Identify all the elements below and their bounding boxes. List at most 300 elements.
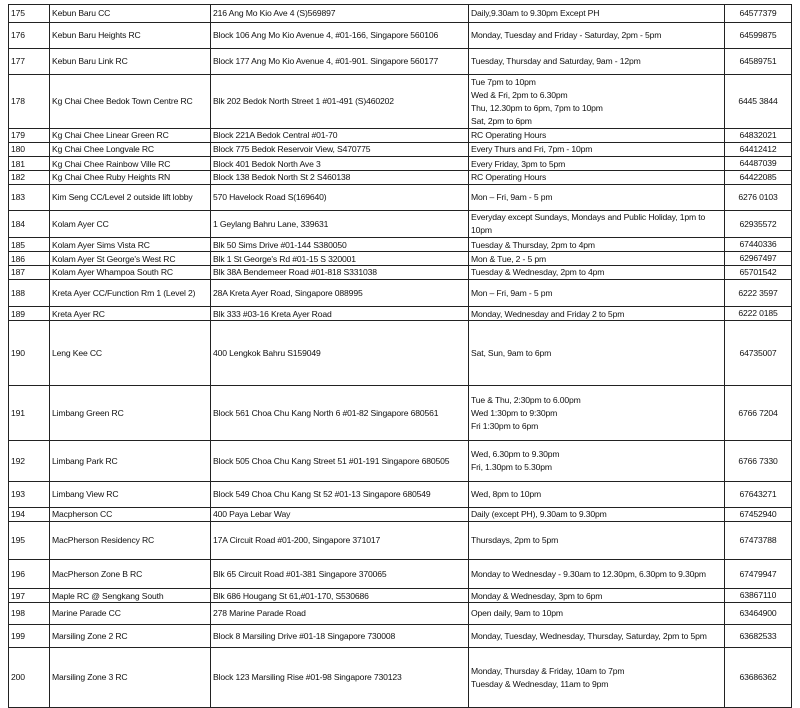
- phone-number: 63464900: [739, 608, 777, 618]
- centre-name: Kg Chai Chee Linear Green RC: [52, 130, 169, 140]
- row-number: 192: [11, 455, 25, 466]
- hours-line: Monday & Wednesday, 3pm to 6pm: [471, 590, 603, 601]
- phone-number: 6276 0103: [738, 192, 778, 202]
- centre-name: Macpherson CC: [52, 509, 113, 519]
- centre-name-cell: [50, 508, 211, 522]
- row-number: 188: [11, 287, 25, 298]
- phone-number: 6222 3597: [738, 287, 778, 298]
- centre-address-cell: [211, 238, 469, 252]
- operating-hours: [471, 488, 722, 501]
- operating-hours-cell: [469, 307, 725, 321]
- centre-name-cell: [50, 280, 211, 307]
- centre-name: Kolam Ayer Sims Vista RC: [52, 239, 150, 250]
- centre-address: 17A Circuit Road #01-200, Singapore 371017: [213, 535, 381, 545]
- operating-hours: [471, 534, 722, 547]
- hours-line: Sat, Sun, 9am to 6pm: [471, 347, 552, 358]
- table-row: [9, 211, 792, 238]
- phone-cell: [725, 143, 792, 157]
- centre-address: Blk 686 Hougang St 61,#01-170, S530686: [213, 590, 369, 601]
- table-row: [9, 603, 792, 625]
- centre-address: Block 549 Choa Chu Kang St 52 #01-13 Singapore 680549: [213, 489, 431, 499]
- row-number: 200: [11, 672, 25, 682]
- row-number-cell: [9, 143, 50, 157]
- operating-hours: [471, 239, 722, 251]
- phone-number: 6766 7330: [738, 455, 778, 466]
- centre-name-cell: [50, 238, 211, 252]
- operating-hours-cell: [469, 75, 725, 129]
- centre-name: Limbang Park RC: [52, 455, 118, 466]
- centre-name-cell: [50, 321, 211, 386]
- operating-hours-cell: [469, 143, 725, 157]
- phone-number: 63867110: [739, 590, 777, 600]
- centre-address-cell: [211, 157, 469, 171]
- centre-address: 1 Geylang Bahru Lane, 339631: [213, 218, 329, 229]
- table-row: [9, 522, 792, 560]
- operating-hours-cell: [469, 171, 725, 185]
- operating-hours: [471, 191, 722, 204]
- centre-name-cell: [50, 386, 211, 441]
- operating-hours-cell: [469, 185, 725, 211]
- operating-hours-cell: [469, 603, 725, 625]
- operating-hours: [471, 448, 722, 474]
- row-number: 177: [11, 56, 25, 66]
- phone-number: 64487039: [739, 158, 777, 168]
- centre-name: Marsiling Zone 2 RC: [52, 630, 128, 641]
- row-number-cell: [9, 129, 50, 143]
- centre-address-cell: [211, 560, 469, 589]
- hours-line: Open daily, 9am to 10pm: [471, 608, 563, 618]
- table-row: [9, 23, 792, 49]
- row-number: 195: [11, 535, 25, 545]
- operating-hours-cell: [469, 280, 725, 307]
- operating-hours-cell: [469, 5, 725, 23]
- operating-hours: [471, 607, 722, 620]
- phone-cell: [725, 157, 792, 171]
- operating-hours: [471, 508, 722, 521]
- phone-number: 67440336: [739, 239, 777, 249]
- phone-cell: [725, 23, 792, 49]
- operating-hours: [471, 76, 722, 128]
- centre-name: Maple RC @ Sengkang South: [52, 590, 164, 601]
- phone-cell: [725, 5, 792, 23]
- table-row: [9, 157, 792, 171]
- centre-address-cell: [211, 508, 469, 522]
- centre-address: Blk 38A Bendemeer Road #01-818 S331038: [213, 267, 377, 277]
- table-row: [9, 280, 792, 307]
- row-number-cell: [9, 23, 50, 49]
- phone-cell: [725, 185, 792, 211]
- operating-hours-cell: [469, 625, 725, 648]
- row-number-cell: [9, 625, 50, 648]
- centre-address: Blk 50 Sims Drive #01-144 S380050: [213, 239, 347, 250]
- operating-hours: [471, 568, 722, 581]
- centre-name: Limbang View RC: [52, 489, 119, 499]
- centre-name: Kebun Baru Link RC: [52, 56, 128, 66]
- phone-number: 64422085: [739, 172, 777, 182]
- operating-hours: [471, 7, 722, 20]
- operating-hours: [471, 665, 722, 691]
- centre-address-cell: [211, 522, 469, 560]
- row-number: 194: [11, 509, 25, 519]
- centre-address: Block 561 Choa Chu Kang North 6 #01-82 Singapore 680561: [213, 407, 439, 418]
- hours-line: Tuesday & Wednesday, 2pm to 4pm: [471, 267, 605, 277]
- operating-hours: [471, 55, 722, 68]
- operating-hours: [471, 590, 722, 602]
- row-number-cell: [9, 280, 50, 307]
- hours-line: Tue 7pm to 10pm: [471, 76, 536, 87]
- row-number-cell: [9, 157, 50, 171]
- row-number: 179: [11, 130, 25, 140]
- community-centres-table: [8, 4, 792, 708]
- centre-name: Kebun Baru Heights RC: [52, 30, 141, 40]
- operating-hours-cell: [469, 23, 725, 49]
- centre-name-cell: [50, 266, 211, 280]
- hours-line: Monday, Wednesday and Friday 2 to 5pm: [471, 308, 625, 319]
- centre-address: Block 221A Bedok Central #01-70: [213, 130, 338, 140]
- row-number-cell: [9, 171, 50, 185]
- phone-cell: [725, 280, 792, 307]
- row-number: 191: [11, 407, 25, 418]
- centre-name-cell: [50, 441, 211, 482]
- table-row: [9, 560, 792, 589]
- row-number-cell: [9, 522, 50, 560]
- centre-address-cell: [211, 75, 469, 129]
- table-row: [9, 307, 792, 321]
- centre-address: Block 505 Choa Chu Kang Street 51 #01-191 Singapore 680505: [213, 455, 450, 466]
- operating-hours: [471, 171, 722, 184]
- centre-name: Kebun Baru CC: [52, 8, 111, 18]
- hours-line: Every Friday, 3pm to 5pm: [471, 158, 566, 169]
- row-number-cell: [9, 321, 50, 386]
- hours-line: Mon – Fri, 9am - 5 pm: [471, 192, 553, 202]
- phone-number: 62967497: [739, 253, 777, 263]
- table-row: [9, 5, 792, 23]
- centre-address: 400 Paya Lebar Way: [213, 509, 291, 519]
- centre-name-cell: [50, 185, 211, 211]
- table-row: [9, 589, 792, 603]
- centre-name-cell: [50, 307, 211, 321]
- row-number: 185: [11, 239, 25, 250]
- operating-hours: [471, 29, 722, 42]
- phone-cell: [725, 386, 792, 441]
- phone-number: 65701542: [739, 267, 777, 277]
- centre-name-cell: [50, 648, 211, 708]
- table-row: [9, 49, 792, 75]
- hours-line: Tue & Thu, 2:30pm to 6.00pm: [471, 394, 581, 405]
- centre-address: Block 106 Ang Mo Kio Avenue 4, #01-166, Singapore 560106: [213, 30, 439, 40]
- centre-address-cell: [211, 171, 469, 185]
- centre-name: Kg Chai Chee Longvale RC: [52, 144, 154, 154]
- hours-line: Wed & Fri, 2pm to 6.30pm: [471, 89, 568, 100]
- operating-hours: [471, 158, 722, 170]
- row-number: 197: [11, 590, 25, 601]
- centre-name-cell: [50, 143, 211, 157]
- operating-hours-cell: [469, 441, 725, 482]
- centre-name: Kg Chai Chee Ruby Heights RN: [52, 172, 171, 182]
- centre-name: Marine Parade CC: [52, 608, 121, 618]
- centre-address-cell: [211, 482, 469, 508]
- phone-cell: [725, 266, 792, 280]
- row-number: 189: [11, 308, 25, 319]
- phone-number: 67452940: [739, 509, 777, 519]
- hours-line: Fri, 1.30pm to 5.30pm: [471, 462, 552, 472]
- operating-hours: [471, 630, 722, 643]
- row-number-cell: [9, 5, 50, 23]
- centre-address-cell: [211, 5, 469, 23]
- centre-address: Blk 1 St George's Rd #01-15 S 320001: [213, 253, 356, 264]
- centre-address: 400 Lengkok Bahru S159049: [213, 347, 321, 358]
- row-number-cell: [9, 482, 50, 508]
- phone-number: 64735007: [739, 347, 777, 358]
- hours-line: Mon – Fri, 9am - 5 pm: [471, 287, 553, 298]
- phone-number: 63686362: [739, 672, 777, 682]
- centre-address: 570 Havelock Road S(169640): [213, 192, 327, 202]
- phone-number: 67479947: [739, 568, 777, 579]
- centre-name-cell: [50, 171, 211, 185]
- hours-line: Thursdays, 2pm to 5pm: [471, 535, 559, 545]
- centre-address-cell: [211, 603, 469, 625]
- operating-hours-cell: [469, 482, 725, 508]
- hours-line: Sat, 2pm to 6pm: [471, 115, 532, 126]
- phone-cell: [725, 560, 792, 589]
- phone-cell: [725, 75, 792, 129]
- phone-cell: [725, 482, 792, 508]
- row-number: 187: [11, 267, 25, 277]
- table-row: [9, 252, 792, 266]
- operating-hours: [471, 308, 722, 320]
- centre-address: Blk 333 #03-16 Kreta Ayer Road: [213, 308, 332, 319]
- phone-cell: [725, 129, 792, 143]
- operating-hours: [471, 347, 722, 360]
- phone-cell: [725, 252, 792, 266]
- hours-line: Tuesday & Thursday, 2pm to 4pm: [471, 239, 595, 250]
- table-row: [9, 441, 792, 482]
- centre-name-cell: [50, 23, 211, 49]
- centre-address: Block 775 Bedok Reservoir View, S470775: [213, 144, 371, 154]
- table-row: [9, 321, 792, 386]
- phone-cell: [725, 625, 792, 648]
- centre-address-cell: [211, 211, 469, 238]
- centre-name: Kg Chai Chee Bedok Town Centre RC: [52, 96, 193, 106]
- hours-line: Monday, Tuesday, Wednesday, Thursday, Saturday, 2pm to 5pm: [471, 630, 707, 641]
- hours-line: Fri 1:30pm to 6pm: [471, 420, 539, 431]
- centre-address-cell: [211, 185, 469, 211]
- centre-address-cell: [211, 625, 469, 648]
- centre-address-cell: [211, 252, 469, 266]
- hours-line: Monday to Wednesday - 9.30am to 12.30pm, 6.30pm to 9.30pm: [471, 568, 706, 579]
- row-number: 186: [11, 253, 25, 264]
- centre-address: Blk 202 Bedok North Street 1 #01-491 (S)460202: [213, 96, 394, 106]
- row-number-cell: [9, 441, 50, 482]
- operating-hours: [471, 143, 722, 156]
- centre-address-cell: [211, 648, 469, 708]
- hours-line: Wed 1:30pm to 9:30pm: [471, 407, 558, 418]
- table-row: [9, 508, 792, 522]
- operating-hours-cell: [469, 157, 725, 171]
- row-number-cell: [9, 75, 50, 129]
- table-row: [9, 143, 792, 157]
- centre-name: Kolam Ayer St George's West RC: [52, 253, 176, 264]
- hours-line: Thu, 12.30pm to 6pm, 7pm to 10pm: [471, 102, 603, 113]
- row-number-cell: [9, 560, 50, 589]
- centre-address: 216 Ang Mo Kio Ave 4 (S)569897: [213, 8, 336, 18]
- centre-name: MacPherson Zone B RC: [52, 568, 143, 579]
- hours-line: Every Thurs and Fri, 7pm - 10pm: [471, 144, 593, 154]
- hours-line: RC Operating Hours: [471, 130, 547, 140]
- row-number-cell: [9, 238, 50, 252]
- phone-cell: [725, 603, 792, 625]
- centre-address-cell: [211, 23, 469, 49]
- hours-line: Tuesday & Wednesday, 11am to 9pm: [471, 678, 609, 689]
- centre-name: Kg Chai Chee Rainbow Ville RC: [52, 158, 171, 169]
- operating-hours: [471, 394, 722, 433]
- phone-cell: [725, 522, 792, 560]
- centre-address: Block 177 Ang Mo Kio Avenue 4, #01-901. Singapore 560177: [213, 56, 439, 66]
- centre-name-cell: [50, 252, 211, 266]
- centre-address: 28A Kreta Ayer Road, Singapore 088995: [213, 287, 363, 298]
- centre-address-cell: [211, 49, 469, 75]
- table-row: [9, 386, 792, 441]
- phone-number: 6445 3844: [738, 96, 778, 106]
- operating-hours-cell: [469, 129, 725, 143]
- row-number-cell: [9, 603, 50, 625]
- operating-hours-cell: [469, 589, 725, 603]
- row-number: 182: [11, 172, 25, 182]
- phone-number: 64589751: [739, 56, 777, 66]
- hours-line: Everyday except Sundays, Mondays and Public Holiday, 1pm to 10pm: [471, 212, 706, 235]
- row-number-cell: [9, 49, 50, 75]
- table-body: [9, 5, 792, 708]
- centre-name: Marsiling Zone 3 RC: [52, 672, 128, 682]
- hours-line: Monday, Tuesday and Friday - Saturday, 2pm - 5pm: [471, 30, 662, 40]
- operating-hours-cell: [469, 252, 725, 266]
- centre-address-cell: [211, 589, 469, 603]
- row-number-cell: [9, 589, 50, 603]
- row-number-cell: [9, 508, 50, 522]
- operating-hours-cell: [469, 560, 725, 589]
- phone-cell: [725, 508, 792, 522]
- table-row: [9, 75, 792, 129]
- hours-line: Monday, Thursday & Friday, 10am to 7pm: [471, 665, 625, 676]
- phone-cell: [725, 238, 792, 252]
- operating-hours-cell: [469, 648, 725, 708]
- operating-hours-cell: [469, 386, 725, 441]
- phone-cell: [725, 589, 792, 603]
- table-row: [9, 625, 792, 648]
- centre-address: Blk 65 Circuit Road #01-381 Singapore 370065: [213, 568, 387, 579]
- operating-hours-cell: [469, 49, 725, 75]
- hours-line: Daily (except PH), 9.30am to 9.30pm: [471, 509, 607, 519]
- hours-line: Wed, 6.30pm to 9.30pm: [471, 449, 560, 459]
- centre-name: MacPherson Residency RC: [52, 535, 155, 545]
- phone-number: 6766 7204: [738, 407, 778, 418]
- phone-number: 67643271: [739, 489, 777, 499]
- centre-name: Kolam Ayer CC: [52, 218, 109, 229]
- centre-name-cell: [50, 157, 211, 171]
- centre-name: Kreta Ayer CC/Function Rm 1 (Level 2): [52, 287, 196, 298]
- centre-name-cell: [50, 211, 211, 238]
- row-number-cell: [9, 307, 50, 321]
- hours-line: RC Operating Hours: [471, 172, 547, 182]
- centre-name-cell: [50, 75, 211, 129]
- table-row: [9, 238, 792, 252]
- centre-name: Kim Seng CC/Level 2 outside lift lobby: [52, 192, 193, 202]
- row-number-cell: [9, 252, 50, 266]
- phone-cell: [725, 49, 792, 75]
- operating-hours-cell: [469, 266, 725, 280]
- operating-hours: [471, 211, 722, 237]
- row-number: 176: [11, 30, 25, 40]
- row-number-cell: [9, 185, 50, 211]
- centre-name-cell: [50, 560, 211, 589]
- centre-name: Kreta Ayer RC: [52, 308, 105, 319]
- centre-address: Block 401 Bedok North Ave 3: [213, 158, 321, 169]
- centre-name-cell: [50, 49, 211, 75]
- centre-name: Limbang Green RC: [52, 407, 124, 418]
- table-row: [9, 482, 792, 508]
- centre-address-cell: [211, 307, 469, 321]
- phone-number: 67473788: [739, 535, 777, 545]
- hours-line: Daily,9.30am to 9.30pm Except PH: [471, 8, 600, 18]
- row-number: 198: [11, 608, 25, 618]
- centre-address-cell: [211, 386, 469, 441]
- centre-name-cell: [50, 625, 211, 648]
- centre-address-cell: [211, 143, 469, 157]
- table-row: [9, 185, 792, 211]
- centre-address-cell: [211, 321, 469, 386]
- centre-name-cell: [50, 522, 211, 560]
- row-number: 183: [11, 192, 25, 202]
- row-number-cell: [9, 211, 50, 238]
- row-number: 180: [11, 144, 25, 154]
- row-number: 190: [11, 347, 25, 358]
- centre-name-cell: [50, 129, 211, 143]
- phone-cell: [725, 307, 792, 321]
- phone-number: 63682533: [739, 630, 777, 641]
- phone-cell: [725, 648, 792, 708]
- phone-number: 64577379: [739, 8, 777, 18]
- centre-name-cell: [50, 589, 211, 603]
- phone-number: 64832021: [739, 130, 777, 140]
- phone-number: 64412412: [739, 144, 777, 154]
- phone-cell: [725, 171, 792, 185]
- row-number: 184: [11, 218, 25, 229]
- table-row: [9, 648, 792, 708]
- phone-cell: [725, 211, 792, 238]
- centre-address: Block 138 Bedok North St 2 S460138: [213, 172, 351, 182]
- hours-line: Mon & Tue, 2 - 5 pm: [471, 253, 547, 264]
- operating-hours-cell: [469, 211, 725, 238]
- phone-cell: [725, 441, 792, 482]
- operating-hours-cell: [469, 508, 725, 522]
- centre-name: Kolam Ayer Whampoa South RC: [52, 267, 173, 277]
- centre-address-cell: [211, 280, 469, 307]
- centre-name-cell: [50, 482, 211, 508]
- operating-hours: [471, 253, 722, 265]
- table-row: [9, 266, 792, 280]
- table-row: [9, 171, 792, 185]
- operating-hours-cell: [469, 238, 725, 252]
- centre-address: Block 123 Marsiling Rise #01-98 Singapore 730123: [213, 672, 402, 682]
- row-number: 181: [11, 158, 25, 169]
- operating-hours: [471, 266, 722, 279]
- operating-hours: [471, 129, 722, 142]
- row-number: 199: [11, 630, 25, 641]
- phone-number: 64599875: [739, 30, 777, 40]
- operating-hours-cell: [469, 321, 725, 386]
- operating-hours: [471, 287, 722, 300]
- table-row: [9, 129, 792, 143]
